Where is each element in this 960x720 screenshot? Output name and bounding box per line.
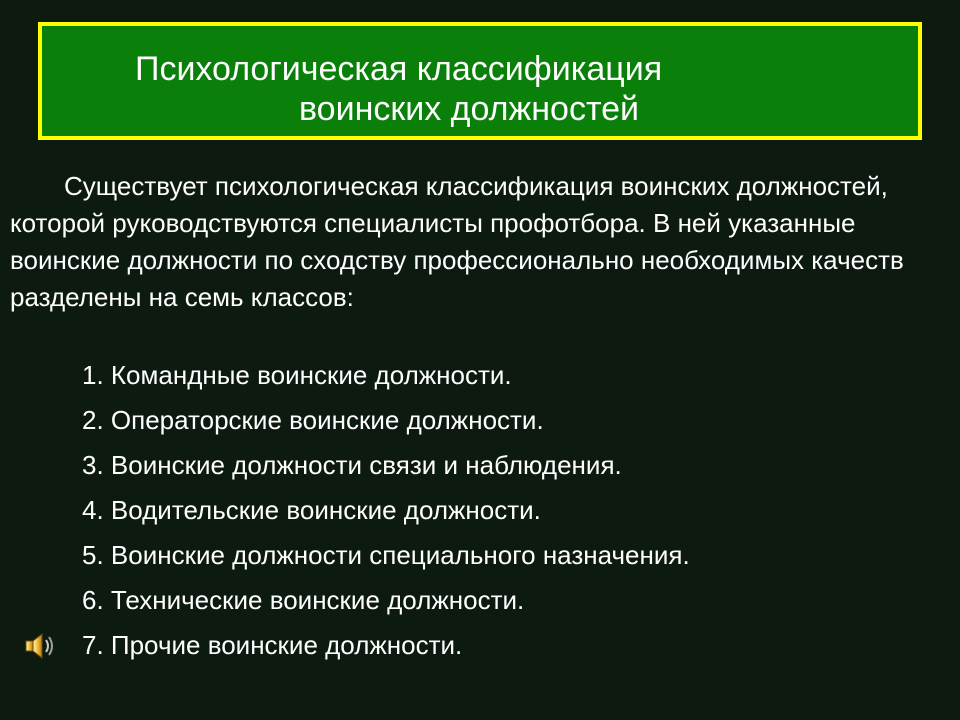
intro-paragraph (10, 168, 940, 316)
title-box (38, 22, 922, 140)
list-item: 2. Операторские воинские должности. (82, 405, 544, 435)
list-item: 7. Прочие воинские должности. (82, 630, 463, 660)
classification-list (82, 360, 690, 675)
list-item: 5. Воинские должности специального назначения. (82, 540, 690, 570)
list-item: 4. Водительские воинские должности. (82, 495, 541, 525)
list-item: 3. Воинские должности связи и наблюдения. (82, 450, 622, 480)
intro-text: Существует психологическая классификация воинских должностей, которой руководствуются специалисты профотбора. В ней указанные воинские должности по сходству профессионально необходимых качеств разделены на семь классов: (10, 171, 904, 312)
list-item: 1. Командные воинские должности. (82, 360, 512, 390)
speaker-icon-graphic (22, 630, 58, 662)
title-line-1: Психологическая классификация (135, 50, 663, 88)
list-item: 6. Технические воинские должности. (82, 585, 525, 615)
title-line-2: воинских должностей (299, 90, 640, 128)
speaker-icon[interactable] (22, 630, 58, 662)
